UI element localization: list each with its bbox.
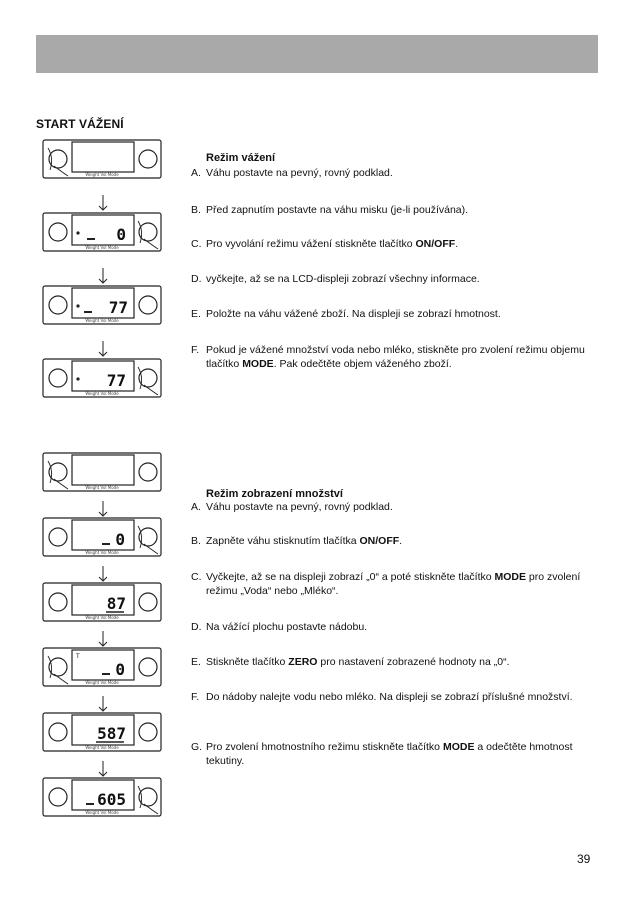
quantity-step-f: F. Do nádoby nalejte vodu nebo mléko. Na displeji se zobrazí příslušné množství. xyxy=(191,691,573,703)
svg-text:Weight Vol Mode: Weight Vol Mode xyxy=(85,810,119,815)
svg-text:Weight Vol Mode: Weight Vol Mode xyxy=(85,318,119,323)
weighing-step-d: D. vyčkejte, až se na LCD-displeji zobrazí všechny informace. xyxy=(191,273,480,285)
scale-display-value: 77 xyxy=(106,371,126,390)
svg-text:Weight Vol Mode: Weight Vol Mode xyxy=(85,745,119,750)
quantity-step-c: C. Vyčkejte, až se na displeji zobrazí „0“ a poté stiskněte tlačítko MODE pro zvolení režimu „Voda“ nebo „Mléko“. xyxy=(191,571,581,597)
scale-illustration xyxy=(42,138,164,194)
section-title: START VÁŽENÍ xyxy=(36,117,124,131)
scale-illustration xyxy=(42,357,164,413)
weighing-step-c: C. Pro vyvolání režimu vážení stiskněte tlačítko ON/OFF. xyxy=(191,238,459,250)
scale-display-value: 605 xyxy=(97,790,126,809)
scale-display-value: 77 xyxy=(108,298,128,317)
weighing-step-a: A. Váhu postavte na pevný, rovný podklad. xyxy=(191,167,393,179)
svg-text:T: T xyxy=(76,653,80,660)
quantity-step-e: E. Stiskněte tlačítko ZERO pro nastavení zobrazené hodnoty na „0“. xyxy=(191,656,510,668)
page-number: 39 xyxy=(577,852,591,866)
scale-illustration xyxy=(42,284,164,340)
svg-text:Weight Vol Mode: Weight Vol Mode xyxy=(85,550,119,555)
scale-display-value: 0 xyxy=(115,530,125,549)
weighing-mode-heading: Režim vážení xyxy=(206,152,276,164)
scale-illustration xyxy=(42,581,164,637)
svg-text:Weight Vol Mode: Weight Vol Mode xyxy=(85,680,119,685)
header-bar xyxy=(36,35,598,73)
down-arrow-icon xyxy=(97,761,109,777)
svg-text:Weight Vol Mode: Weight Vol Mode xyxy=(85,485,119,490)
quantity-mode-heading: Režim zobrazení množství xyxy=(206,488,343,500)
scale-illustration xyxy=(42,776,164,832)
svg-text:Weight Vol Mode: Weight Vol Mode xyxy=(85,245,119,250)
scale-illustration xyxy=(42,711,164,767)
down-arrow-icon xyxy=(97,566,109,582)
down-arrow-icon xyxy=(97,696,109,712)
down-arrow-icon xyxy=(97,195,109,211)
weighing-step-e: E. Položte na váhu vážené zboží. Na displeji se zobrazí hmotnost. xyxy=(191,308,501,320)
scale-display-value: 587 xyxy=(97,724,126,743)
scale-illustration xyxy=(42,211,164,267)
down-arrow-icon xyxy=(97,501,109,517)
scale-illustration xyxy=(42,516,164,572)
svg-text:Weight Vol Mode: Weight Vol Mode xyxy=(85,615,119,620)
weighing-step-b: B. Před zapnutím postavte na váhu misku (je-li používána). xyxy=(191,204,469,216)
svg-text:Weight Vol Mode: Weight Vol Mode xyxy=(85,172,119,177)
scale-display-value: 0 xyxy=(115,660,125,679)
scale-illustration xyxy=(42,646,164,702)
scale-display-value: 87 xyxy=(106,594,126,613)
down-arrow-icon xyxy=(97,268,109,284)
down-arrow-icon xyxy=(97,341,109,357)
quantity-step-a: A. Váhu postavte na pevný, rovný podklad. xyxy=(191,501,393,513)
scale-display-value: 0 xyxy=(116,225,126,244)
scale-illustration xyxy=(42,451,164,507)
quantity-step-g: G. Pro zvolení hmotnostního režimu stiskněte tlačítko MODE a odečtěte hmotnost tekutiny. xyxy=(191,741,573,767)
weighing-step-f: F. Pokud je vážené množství voda nebo mléko, stiskněte pro zvolení režimu objemu tlačítko MODE. Pak odečtěte objem váženého zboží. xyxy=(191,344,585,370)
svg-text:Weight Vol Mode: Weight Vol Mode xyxy=(85,391,119,396)
quantity-step-b: B. Zapněte váhu stisknutím tlačítka ON/OFF. xyxy=(191,535,403,547)
down-arrow-icon xyxy=(97,631,109,647)
quantity-step-d: D. Na vážící plochu postavte nádobu. xyxy=(191,621,368,633)
